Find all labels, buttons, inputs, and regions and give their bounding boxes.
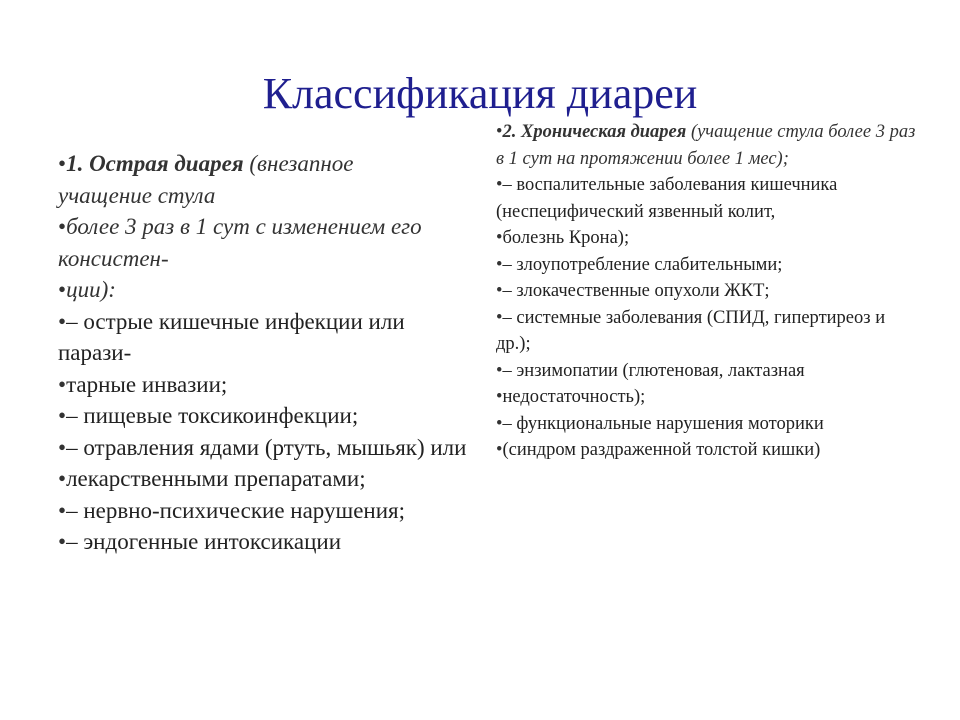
acute-item-3-text: – пищевые токсикоинфекции; bbox=[66, 403, 359, 428]
slide-title: Классификация диареи bbox=[262, 69, 698, 118]
acute-line-4 bbox=[58, 274, 473, 306]
chronic-item-1-text: – воспалительные заболевания кишечника (неспецифический язвенный колит, bbox=[496, 175, 838, 222]
bullet: • bbox=[496, 413, 503, 434]
bullet: • bbox=[58, 371, 67, 397]
bullet: • bbox=[58, 434, 67, 460]
acute-item-1 bbox=[58, 306, 473, 369]
acute-line-3 bbox=[58, 211, 473, 274]
acute-item-7-text: – эндогенные интоксикации bbox=[66, 529, 342, 554]
chronic-item-2-text: болезнь Крона); bbox=[502, 228, 630, 248]
acute-item-3 bbox=[58, 400, 473, 432]
chronic-item-3-text: – злоупотребление слабительными; bbox=[502, 254, 783, 275]
chronic-heading bbox=[496, 119, 916, 172]
acute-item-4 bbox=[58, 432, 473, 464]
acute-item-7 bbox=[58, 526, 473, 558]
chronic-item-9-text: (синдром раздраженной толстой кишки) bbox=[502, 440, 821, 460]
bullet: • bbox=[496, 175, 503, 195]
chronic-item-9 bbox=[496, 437, 916, 464]
bullet: • bbox=[58, 403, 67, 428]
acute-item-1-text: – острые кишечные инфекции или парази- bbox=[58, 308, 405, 365]
acute-item-4-text: – отравления ядами (ртуть, мышьяк) или bbox=[66, 434, 467, 460]
bullet: • bbox=[58, 214, 67, 239]
bullet: • bbox=[496, 254, 503, 275]
bullet: • bbox=[496, 360, 503, 381]
chronic-item-6-text: – энзимопатии (глютеновая, лактазная bbox=[502, 360, 805, 381]
acute-item-5-text: лекарственными препаратами; bbox=[66, 466, 366, 491]
acute-line-2: учащение стула bbox=[58, 182, 216, 208]
bullet: • bbox=[496, 307, 503, 328]
chronic-item-8-text: – функциональные нарушения моторики bbox=[502, 413, 824, 434]
chronic-item-4-text: – злокачественные опухоли ЖКТ; bbox=[502, 281, 770, 301]
chronic-item-5 bbox=[496, 305, 916, 358]
acute-item-6-text: – нервно-психические нарушения; bbox=[66, 497, 406, 523]
acute-heading bbox=[58, 148, 473, 180]
bullet: • bbox=[58, 308, 67, 334]
chronic-item-2 bbox=[496, 225, 916, 252]
bullet: • bbox=[58, 497, 67, 523]
acute-item-5 bbox=[58, 463, 473, 495]
bullet: • bbox=[496, 122, 503, 142]
acute-heading-note: (внезапное bbox=[243, 151, 354, 176]
chronic-item-6 bbox=[496, 358, 916, 385]
bullet: • bbox=[58, 466, 67, 491]
bullet: • bbox=[58, 277, 67, 302]
chronic-item-1 bbox=[496, 172, 916, 225]
bullet: • bbox=[58, 151, 67, 176]
chronic-item-8 bbox=[496, 411, 916, 438]
acute-line-4-text: ции): bbox=[66, 277, 116, 302]
acute-item-6 bbox=[58, 495, 473, 527]
acute-heading-title: 1. Острая диарея bbox=[66, 151, 244, 176]
chronic-item-3 bbox=[496, 252, 916, 279]
bullet: • bbox=[496, 281, 503, 301]
bullet: • bbox=[496, 228, 503, 248]
chronic-item-5-text: – системные заболевания (СПИД, гипертиреоз и др.); bbox=[496, 307, 886, 354]
chronic-heading-title: 2. Хроническая диарея bbox=[502, 122, 687, 142]
bullet: • bbox=[496, 440, 503, 460]
acute-item-2 bbox=[58, 369, 473, 401]
bullet: • bbox=[58, 529, 67, 554]
acute-item-2-text: тарные инвазии; bbox=[66, 371, 228, 397]
acute-line-3-text: более 3 раз в 1 сут с изменением его консистен- bbox=[58, 214, 422, 271]
chronic-heading-note: (учащение стула более 3 раз в 1 сут на протяжении более 1 мес); bbox=[496, 122, 916, 169]
bullet: • bbox=[496, 387, 503, 407]
chronic-item-4 bbox=[496, 278, 916, 305]
chronic-diarrhea-column bbox=[496, 119, 916, 464]
chronic-item-7-text: недостаточность); bbox=[502, 387, 646, 407]
acute-diarrhea-column bbox=[58, 148, 473, 558]
chronic-item-7 bbox=[496, 384, 916, 411]
